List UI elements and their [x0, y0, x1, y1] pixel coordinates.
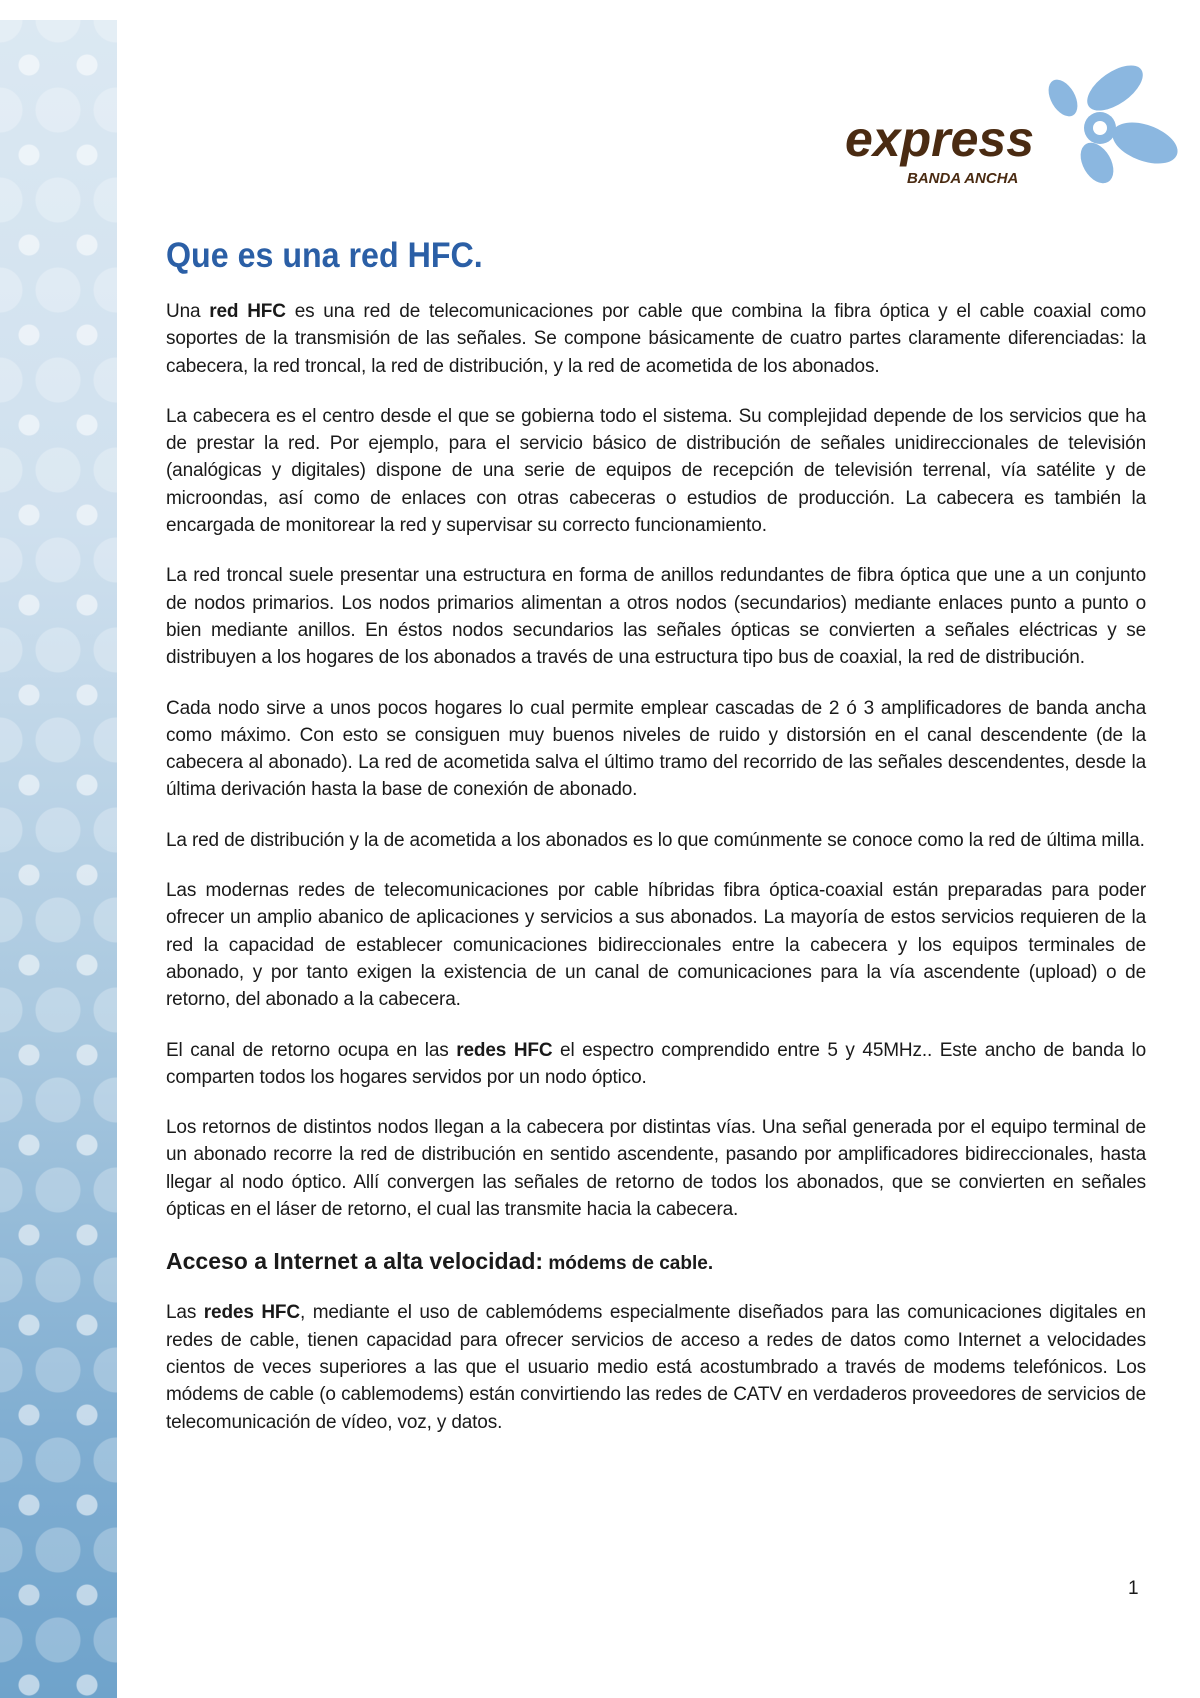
section-heading: Acceso a Internet a alta velocidad: módems de cable. [166, 1248, 714, 1275]
paragraph-2: La cabecera es el centro desde el que se gobierna todo el sistema. Su complejidad depende de los servicios que ha de prestar la red. Por ejemplo, para el servicio básico de distribución de señales unidireccionales de televisión (analógicas y digitales) dispone de una serie de equipos de recepción de televisión terrenal, vía satélite y de microondas, así como de enlaces con otras cabeceras o estudios de producción. La cabecera es también la encargada de monitorear la red y supervisar su correcto funcionamiento. [166, 405, 1146, 537]
logo-subtext: BANDA ANCHA [907, 170, 1019, 187]
express-logo [845, 58, 1180, 198]
paragraph-4: Cada nodo sirve a unos pocos hogares lo cual permite emplear cascadas de 2 ó 3 amplificadores de banda ancha como máximo. Con esto se consiguen muy buenos niveles de ruido y distorsión en el canal descendente (de la cabecera al abonado). La red de acometida salva el último tramo del recorrido de las señales descendentes, desde la última derivación hasta la base de conexión de abonado. [166, 697, 1146, 801]
paragraph-3: La red troncal suele presentar una estructura en forma de anillos redundantes de fibra óptica que une a un conjunto de nodos primarios. Los nodos primarios alimentan a otros nodos (secundarios) mediante enlaces punto a punto o bien mediante anillos. En éstos nodos secundarios las señales ópticas se convierten a señales eléctricas y se distribuyen a los hogares de los abonados a través de una estructura tipo bus de coaxial, la red de distribución. [166, 565, 1146, 669]
paragraph-8: Los retornos de distintos nodos llegan a la cabecera por distintas vías. Una señal generada por el equipo terminal de un abonado recorre la red de distribución en sentido ascendente, pasando por amplificadores bidireccionales, hasta llegar al nodo óptico. Allí convergen las señales de retorno de todos los abonados, que se convierten en señales ópticas en el láser de retorno, el cual las transmite hacia la cabecera. [166, 1117, 1146, 1221]
page-number: 1 [1128, 1578, 1139, 1599]
section-paragraph: Las redes HFC, mediante el uso de cablemódems especialmente diseñados para las comunicaciones digitales en redes de cable, tienen capacidad para ofrecer servicios de acceso a redes de datos como Internet a velocidades cientos de veces superiores a las que el usuario medio está acostumbrado a través de modems telefónicos. Los módems de cable (o cablemodems) están convirtiendo las redes de CATV en verdaderos proveedores de servicios de telecomunicación de vídeo, voz, y datos. [166, 1302, 1146, 1433]
swirl-logo-icon [1043, 58, 1180, 189]
paragraph-1: Una red HFC es una red de telecomunicaciones por cable que combina la fibra óptica y el cable coaxial como soportes de la transmisión de las señales. Se compone básicamente de cuatro partes claramente diferenciadas: la cabecera, la red troncal, la red de distribución, y la red de acometida de los abonados. [166, 301, 1146, 377]
page-title: Que es una red HFC. [166, 236, 483, 275]
paragraph-5: La red de distribución y la de acometida a los abonados es lo que comúnmente se conoce como la red de última milla. [166, 829, 1145, 851]
logo-text: express [845, 111, 1035, 167]
paragraph-7: El canal de retorno ocupa en las redes HFC el espectro comprendido entre 5 y 45MHz.. Este ancho de banda lo comparten todos los hogares servidos por un nodo óptico. [166, 1039, 1147, 1088]
document-body [166, 232, 1146, 1459]
paragraph-6: Las modernas redes de telecomunicaciones por cable híbridas fibra óptica-coaxial están preparadas para poder ofrecer un amplio abanico de aplicaciones y servicios a sus abonados. La mayoría de estos servicios requieren de la red la capacidad de establecer comunicaciones bidireccionales entre la cabecera y los equipos terminales de abonado, y por tanto exigen la existencia de un canal de comunicaciones para la vía ascendente (upload) o de retorno, del abonado a la cabecera. [166, 880, 1146, 1011]
decorative-sidebar [0, 20, 117, 1698]
